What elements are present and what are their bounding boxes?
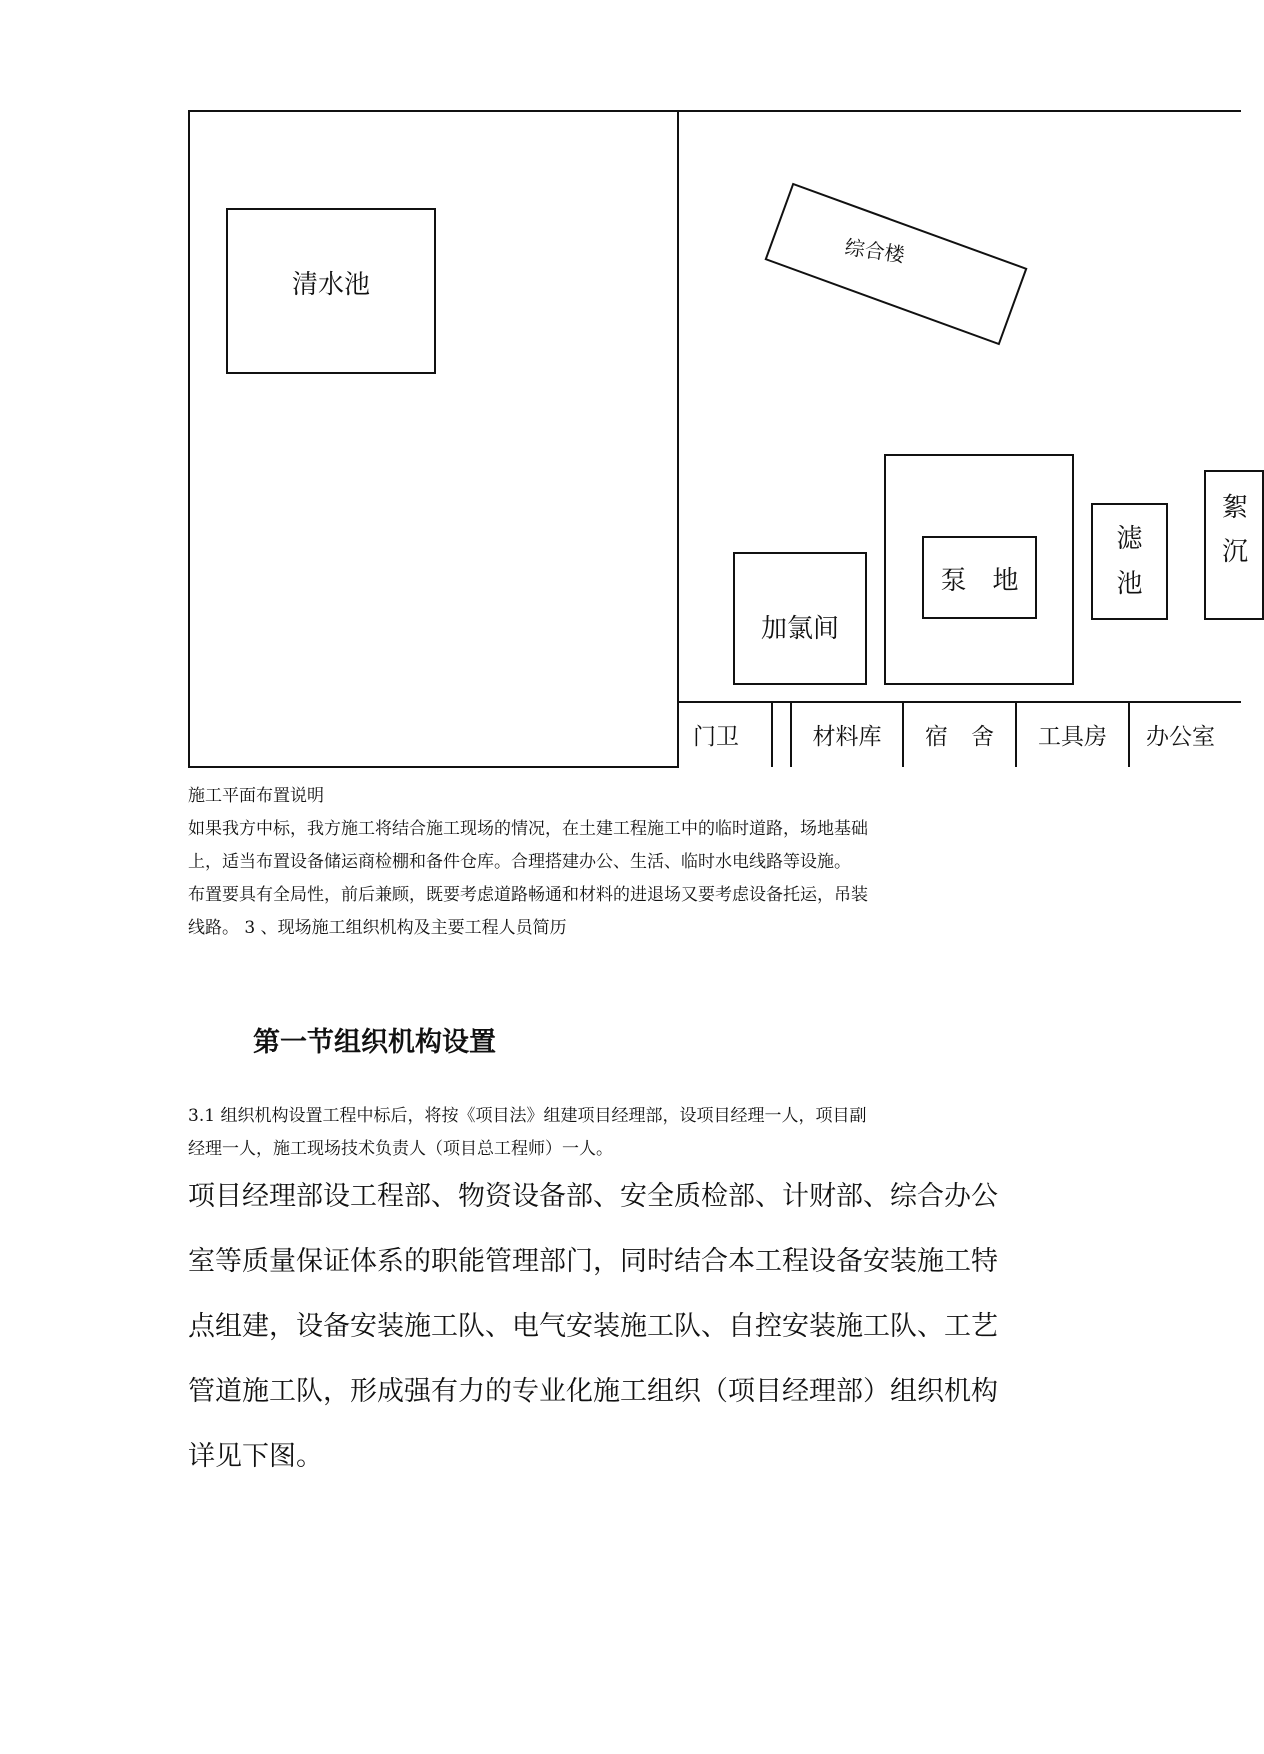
material-store-label: 材料库 [812, 723, 882, 750]
chlorination-room-label: 加氯间 [760, 613, 839, 644]
dept-paragraph-line: 点组建，设备安装施工队、电气安装施工队、自控安装施工队、工艺 [188, 1311, 998, 1342]
dept-paragraph-line: 详见下图。 [188, 1441, 323, 1472]
site-plan [0, 0, 1249, 770]
layout-paragraph-line: 线路。 3 、现场施工组织机构及主要工程人员简历 [188, 918, 567, 938]
plan-divider [677, 110, 679, 768]
clear-water-tank-label: 清水池 [291, 269, 370, 300]
dept-paragraph-line: 管道施工队，形成强有力的专业化施工组织（项目经理部）组织机构 [188, 1376, 998, 1407]
layout-paragraph-line: 上，适当布置设备储运商检棚和备件仓库。合理搭建办公、生活、临时水电线路等设施。 [188, 852, 851, 872]
plan-frame-left [188, 110, 190, 768]
office-label: 办公室 [1146, 723, 1215, 750]
pump-house-label: 泵 地 [940, 565, 1019, 596]
dept-paragraph [188, 1164, 1068, 1489]
dept-paragraph-line: 室等质量保证体系的职能管理部门，同时结合本工程设备安装施工特 [188, 1246, 998, 1277]
layout-paragraph-line: 布置要具有全局性，前后兼顾，既要考虑道路畅通和材料的进退场又要考虑设备托运，吊装 [188, 885, 868, 905]
layout-paragraph [188, 813, 1068, 945]
complex-building-label: 综合楼 [843, 234, 907, 267]
layout-paragraph-line: 如果我方中标，我方施工将结合施工现场的情况，在土建工程施工中的临时道路，场地基础 [188, 819, 868, 839]
flocculation-tank-label-2: 沉 [1222, 536, 1249, 567]
tool-room-label: 工具房 [1038, 723, 1107, 750]
dormitory-label: 宿 舍 [925, 723, 994, 750]
flocculation-tank-label-1: 絮 [1222, 492, 1249, 523]
bottom-row-top-line [677, 701, 1241, 703]
plan-frame-bottom [188, 766, 679, 768]
layout-title: 施工平面布置说明 [188, 786, 324, 806]
plan-frame-top [188, 110, 1241, 112]
org-paragraph [188, 1100, 1068, 1166]
section-heading: 第一节组织机构设置 [253, 1027, 496, 1058]
dept-paragraph-line: 项目经理部设工程部、物资设备部、安全质检部、计财部、综合办公 [188, 1181, 998, 1212]
filter-tank-label-1: 滤 [1116, 523, 1143, 554]
org-paragraph-line: 经理一人，施工现场技术负责人（项目总工程师）一人。 [188, 1139, 613, 1159]
org-paragraph-line: 3.1 组织机构设置工程中标后，将按《项目法》组建项目经理部，设项目经理一人，项目副 [188, 1106, 867, 1126]
filter-tank-label-2: 池 [1116, 568, 1143, 599]
gate-guard-label: 门卫 [693, 723, 739, 750]
gate-guard-right-wall [771, 701, 773, 767]
